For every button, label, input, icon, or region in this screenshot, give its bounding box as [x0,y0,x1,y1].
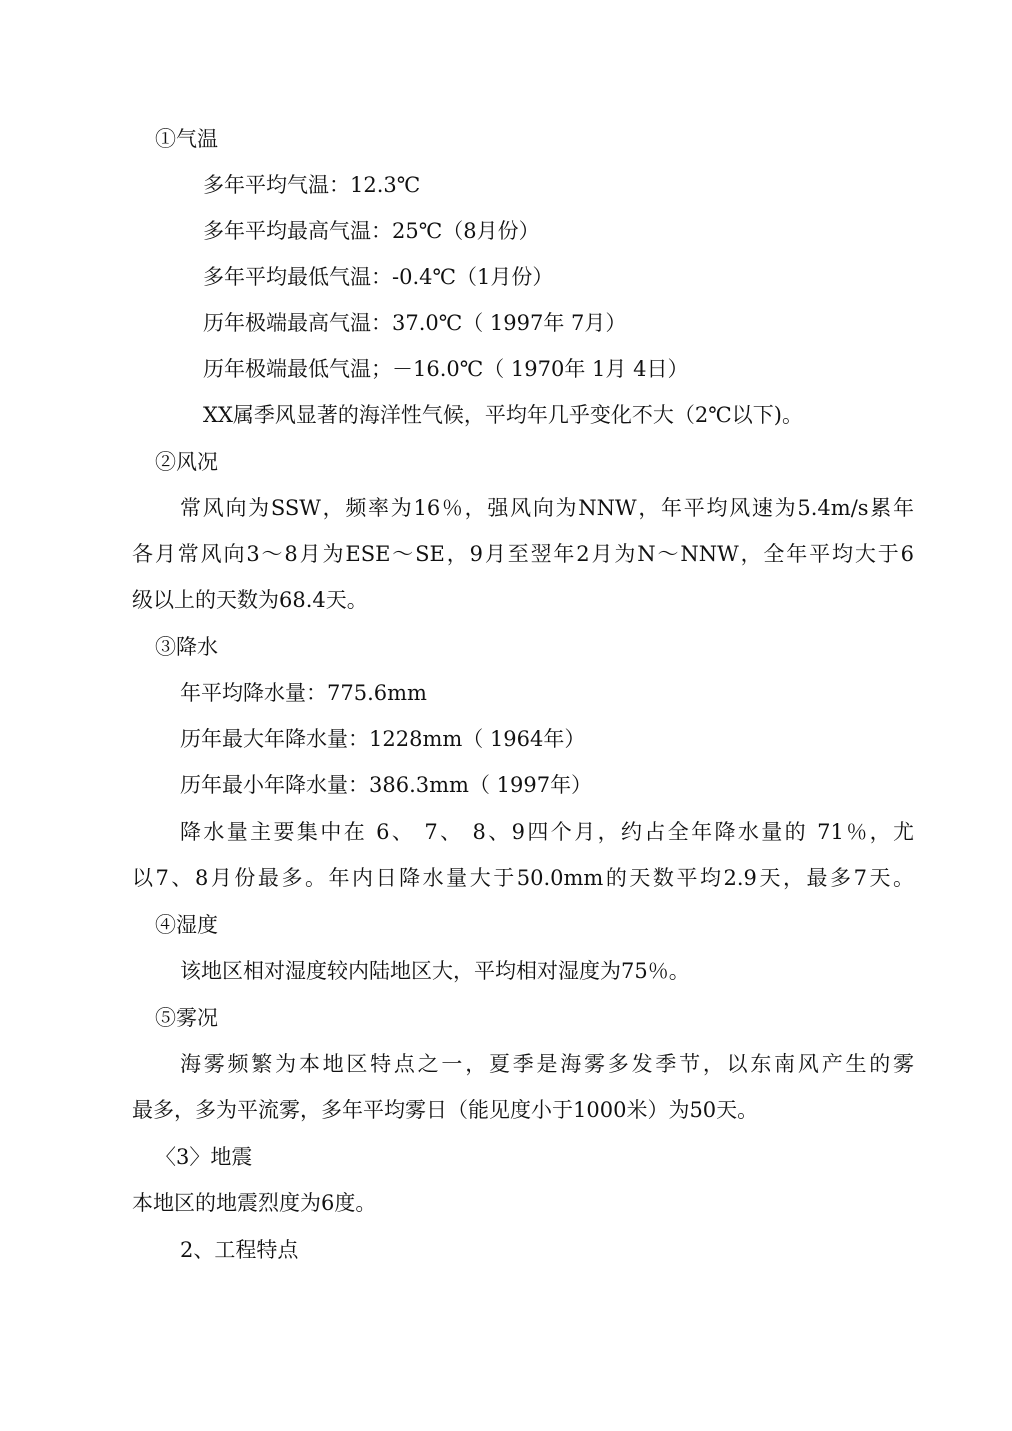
fog-paragraph-line-1: 海雾频繁为本地区特点之一，夏季是海雾多发季节，以东南风产生的雾 [180,1052,914,1076]
precipitation-heading: ③降水 [155,635,218,659]
temperature-line-3: 多年平均最低气温：-0.4℃（1月份） [203,265,554,289]
temperature-line-4: 历年极端最高气温：37.0℃（ 1997年 7月） [203,311,627,335]
temperature-line-1: 多年平均气温：12.3℃ [203,173,421,197]
fog-heading: ⑤雾况 [155,1006,218,1030]
precipitation-paragraph-line-1: 降水量主要集中在 6、 7、 8、9四个月，约占全年降水量的 71％，尤 [180,820,914,844]
engineering-heading: 2、工程特点 [180,1238,299,1262]
precipitation-line-1: 年平均降水量：775.6mm [180,681,427,705]
humidity-line: 该地区相对湿度较内陆地区大，平均相对湿度为75％。 [180,959,690,983]
temperature-line-2: 多年平均最高气温：25℃（8月份） [203,219,540,243]
precipitation-paragraph-line-2: 以7、8月份最多。年内日降水量大于50.0mm的天数平均2.9天，最多7天。 [132,866,914,890]
wind-heading: ②风况 [155,450,218,474]
fog-paragraph-line-2: 最多，多为平流雾，多年平均雾日（能见度小于1000米）为50天。 [132,1098,759,1122]
earthquake-line: 本地区的地震烈度为6度。 [132,1191,377,1215]
temperature-heading: ①气温 [155,127,218,151]
wind-paragraph-line-3: 级以上的天数为68.4天。 [132,588,368,612]
earthquake-heading: 〈3〉地震 [155,1145,253,1169]
humidity-heading: ④湿度 [155,913,218,937]
wind-paragraph-line-2: 各月常风向3～8月为ESE～SE，9月至翌年2月为N～NNW，全年平均大于6 [132,542,914,566]
precipitation-line-2: 历年最大年降水量：1228mm（ 1964年） [180,727,586,751]
temperature-line-5: 历年极端最低气温；－16.0℃（ 1970年 1月 4日） [203,357,689,381]
wind-paragraph-line-1: 常风向为SSW，频率为16％，强风向为NNW，年平均风速为5.4m/s累年 [180,496,914,520]
precipitation-line-3: 历年最小年降水量：386.3mm（ 1997年） [180,773,593,797]
temperature-line-6: XX属季风显著的海洋性气候，平均年几乎变化不大（2℃以下)。 [203,403,803,427]
